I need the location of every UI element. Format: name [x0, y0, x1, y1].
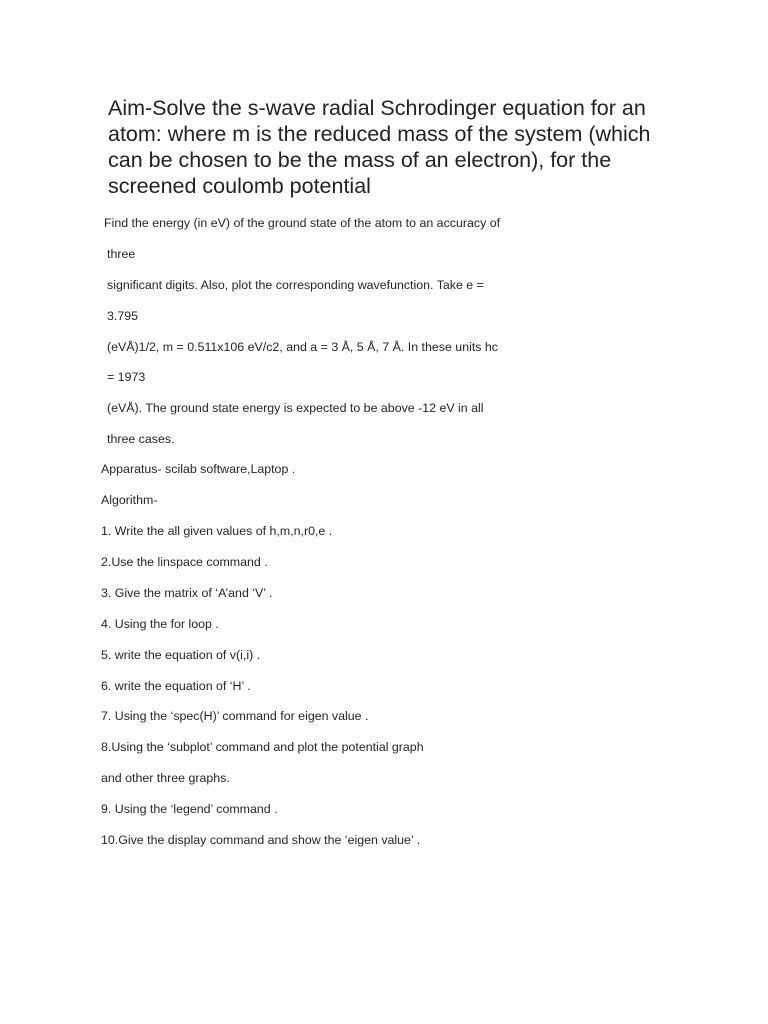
algorithm-step: and other three graphs. — [101, 771, 230, 785]
algorithm-step: 8.Using the ‘subplot’ command and plot the potential graph — [101, 740, 424, 754]
problem-line: significant digits. Also, plot the corresponding wavefunction. Take e = — [107, 278, 484, 292]
algorithm-step: 4. Using the for loop . — [101, 617, 219, 631]
problem-line: three cases. — [107, 432, 175, 446]
algorithm-step: 9. Using the ‘legend’ command . — [101, 802, 278, 816]
algorithm-heading: Algorithm- — [101, 493, 158, 507]
aim-heading: Aim-Solve the s-wave radial Schrodinger equation for an atom: where m is the reduced mass of the system (which can be chosen to be the mass of an electron), for the screened coulomb potential — [108, 96, 651, 198]
algorithm-step: 2.Use the linspace command . — [101, 555, 268, 569]
problem-line: (eVÅ)1/2, m = 0.511x106 eV/c2, and a = 3 Å, 5 Å, 7 Å. In these units hc — [107, 340, 499, 354]
problem-line: 3.795 — [107, 309, 139, 323]
algorithm-step: 10.Give the display command and show the ‘eigen value’ . — [101, 833, 421, 847]
apparatus-line: Apparatus- scilab software,Laptop . — [101, 462, 296, 476]
problem-line: three — [107, 247, 136, 261]
algorithm-step: 5. write the equation of v(i,i) . — [101, 648, 261, 662]
algorithm-step: 3. Give the matrix of ‘A’and ‘V’ . — [101, 586, 273, 600]
algorithm-step: 6. write the equation of ‘H’ . — [101, 679, 251, 693]
algorithm-step: 7. Using the ‘spec(H)’ command for eigen value . — [101, 709, 369, 723]
problem-line: (eVÅ). The ground state energy is expected to be above -12 eV in all — [107, 401, 484, 415]
problem-line: = 1973 — [107, 370, 146, 384]
problem-line: Find the energy (in eV) of the ground state of the atom to an accuracy of — [104, 216, 501, 230]
algorithm-step: 1. Write the all given values of h,m,n,r0,e . — [101, 524, 333, 538]
